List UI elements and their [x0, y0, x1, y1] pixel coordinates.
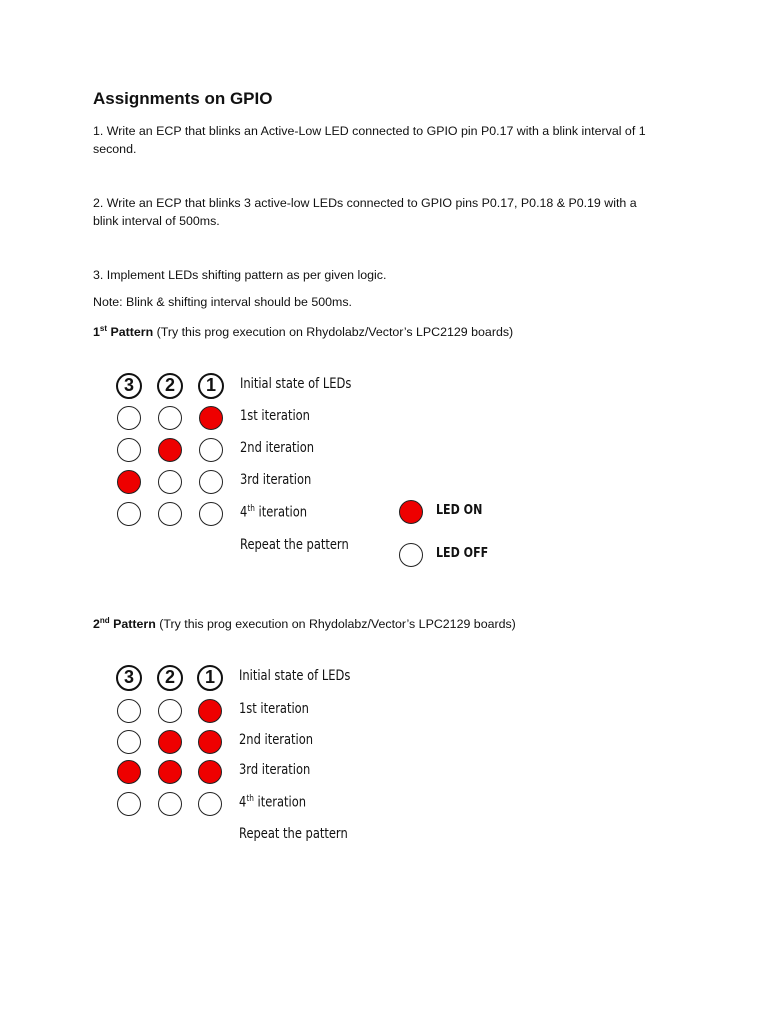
- row-label: Initial state of LEDs: [240, 376, 352, 392]
- assignment-2-line-1: 2. Write an ECP that blinks 3 active-low LEDs connected to GPIO pins P0.17, P0.18 & P0.19 with a: [93, 196, 637, 210]
- row-label: 2nd iteration: [240, 440, 315, 456]
- assignment-1-line-2: second.: [93, 142, 137, 156]
- led-off-indicator: [199, 470, 223, 494]
- led-off-indicator: [158, 470, 182, 494]
- pattern-2-label: Pattern: [109, 617, 156, 632]
- row-label: Repeat the pattern: [240, 537, 349, 553]
- row-label: 3rd iteration: [239, 762, 311, 778]
- row-label: 1st iteration: [240, 408, 310, 424]
- legend-led-on-label: LED ON: [436, 502, 483, 518]
- pattern-1-ordinal: st: [99, 324, 108, 333]
- led-on-indicator: [158, 760, 182, 784]
- led-off-indicator: [158, 699, 182, 723]
- legend-led-off-label: LED OFF: [436, 545, 489, 561]
- led-number-2-header: 2: [157, 373, 183, 399]
- row-label: 1st iteration: [239, 701, 309, 717]
- legend-led-on-icon: [399, 500, 423, 524]
- assignment-1: [93, 122, 683, 158]
- pattern-1-description: (Try this prog execution on Rhydolabz/Vector’s LPC2129 boards): [153, 325, 514, 340]
- led-on-indicator: [117, 470, 141, 494]
- led-off-indicator: [198, 792, 222, 816]
- led-off-indicator: [158, 502, 182, 526]
- led-number-1-header: 1: [198, 373, 224, 399]
- row-label-number: 4: [239, 794, 247, 811]
- pattern-2-number: 2: [93, 617, 100, 632]
- led-off-indicator: [158, 792, 182, 816]
- led-number-1-header: 1: [197, 665, 223, 691]
- assignment-1-line-1: 1. Write an ECP that blinks an Active-Low LED connected to GPIO pin P0.17 with a blink interval of 1: [93, 124, 646, 138]
- row-label-text: iteration: [253, 794, 307, 811]
- led-off-indicator: [117, 730, 141, 754]
- row-label-ordinal: th: [246, 794, 254, 804]
- row-label-ordinal: th: [247, 504, 255, 514]
- pattern-1-label: Pattern: [107, 325, 154, 340]
- led-off-indicator: [199, 502, 223, 526]
- pattern-2-ordinal: nd: [99, 616, 110, 625]
- led-off-indicator: [117, 438, 141, 462]
- led-number-3-header: 3: [116, 373, 142, 399]
- row-label: [239, 794, 306, 811]
- led-on-indicator: [117, 760, 141, 784]
- row-label: 2nd iteration: [239, 732, 314, 748]
- led-off-indicator: [158, 406, 182, 430]
- led-off-indicator: [117, 792, 141, 816]
- led-on-indicator: [158, 730, 182, 754]
- pattern-2-diagram: [95, 655, 385, 860]
- pattern-1-diagram: [95, 362, 515, 582]
- row-label: Repeat the pattern: [239, 826, 348, 842]
- led-off-indicator: [117, 699, 141, 723]
- led-off-indicator: [117, 502, 141, 526]
- legend-led-off-icon: [399, 543, 423, 567]
- led-on-indicator: [198, 699, 222, 723]
- led-number-3-header: 3: [116, 665, 142, 691]
- led-on-indicator: [199, 406, 223, 430]
- assignment-3: 3. Implement LEDs shifting pattern as per given logic.: [93, 268, 387, 282]
- row-label: 3rd iteration: [240, 472, 312, 488]
- page-title: Assignments on GPIO: [93, 89, 273, 108]
- led-off-indicator: [199, 438, 223, 462]
- pattern-1-number: 1: [93, 325, 100, 340]
- led-on-indicator: [198, 730, 222, 754]
- pattern-2-description: (Try this prog execution on Rhydolabz/Vector’s LPC2129 boards): [155, 617, 516, 632]
- led-off-indicator: [117, 406, 141, 430]
- row-label: Initial state of LEDs: [239, 668, 351, 684]
- assignment-2-line-2: blink interval of 500ms.: [93, 214, 220, 228]
- pattern-1-heading: [93, 320, 683, 341]
- led-on-indicator: [158, 438, 182, 462]
- row-label-text: iteration: [254, 504, 308, 521]
- led-on-indicator: [198, 760, 222, 784]
- note: Note: Blink & shifting interval should be 500ms.: [93, 295, 352, 309]
- pattern-2-heading: [93, 612, 683, 633]
- led-number-2-header: 2: [157, 665, 183, 691]
- row-label-number: 4: [240, 504, 248, 521]
- assignment-2: [93, 194, 683, 230]
- row-label: [240, 504, 307, 521]
